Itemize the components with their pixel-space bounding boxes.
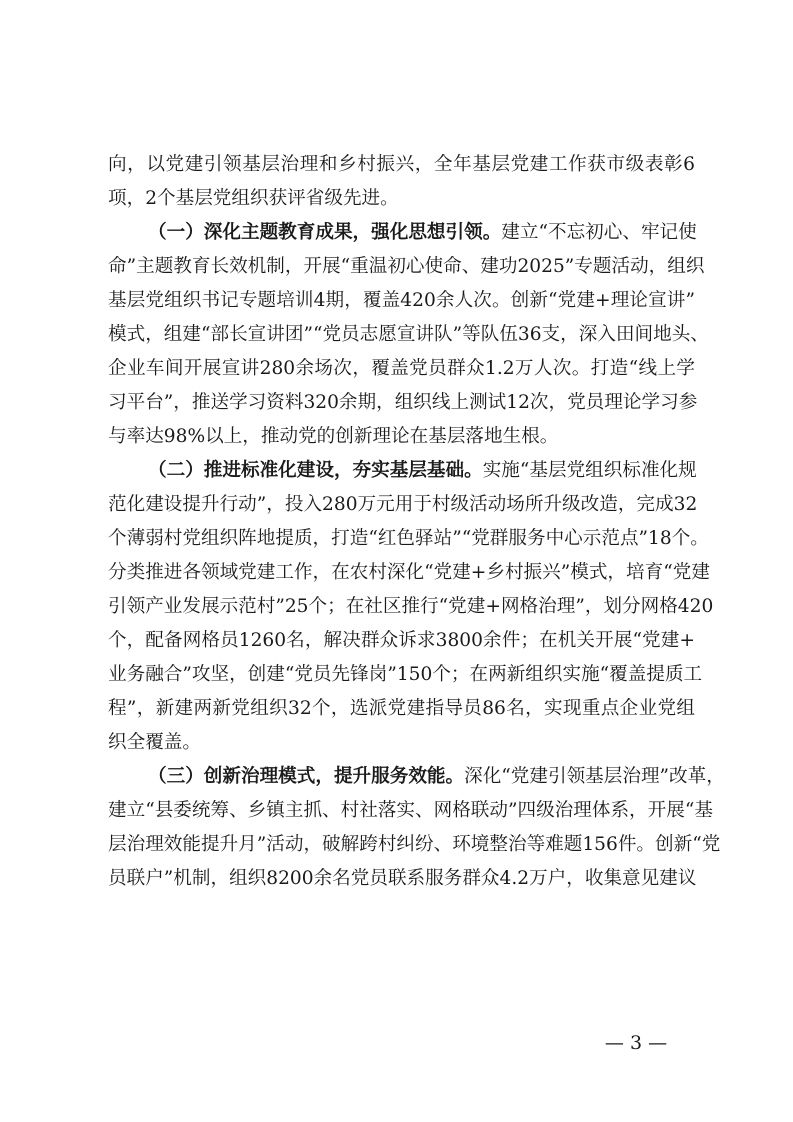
text-line: 命”主题教育长效机制，开展“重温初心使命、建功2025”专题活动，组织 — [108, 256, 705, 277]
section-heading-2: （二）推进标准化建设，夯实基层基础。 — [148, 460, 483, 481]
text-line: 层治理效能提升月”活动，破解跨村纠纷、环境整治等难题156件。创新“党 — [108, 834, 721, 855]
text-line: 个薄弱村党组织阵地提质，打造“红色驿站”“党群服务中心示范点”18个。 — [108, 528, 709, 549]
section-heading-3: （三）创新治理模式，提升服务效能。 — [148, 766, 465, 787]
document-body — [108, 148, 725, 896]
text-line: 基层党组织书记专题培训4期，覆盖420余人次。创新“党建+理论宣讲” — [108, 290, 695, 311]
text-line: 与率达98%以上，推动党的创新理论在基层落地生根。 — [108, 426, 559, 447]
text-line: 向，以党建引领基层治理和乡村振兴，全年基层党建工作获市级表彰6 — [108, 154, 695, 175]
text-line: 习平台”，推送学习资料320余期，组织线上测试12次，党员理论学习参 — [108, 392, 698, 413]
text-line: 企业车间开展宣讲280余场次，覆盖党员群众1.2万人次。打造“线上学 — [108, 358, 695, 379]
section-heading-line — [108, 216, 695, 250]
text-line: 范化建设提升行动”，投入280万元用于村级活动场所升级改造，完成32 — [108, 494, 698, 515]
section-heading-line — [108, 760, 725, 794]
text-line: 深化“党建引领基层治理”改革， — [464, 766, 725, 787]
text-line: 引领产业发展示范村”25个；在社区推行“党建+网格治理”，划分网格420 — [108, 596, 714, 617]
text-line: 业务融合”攻坚，创建“党员先锋岗”150个；在两新组织实施“覆盖提质工 — [108, 664, 703, 685]
text-line: 员联户”机制，组织8200余名党员联系服务群众4.2万户，收集意见建议 — [108, 868, 697, 889]
page-number: — 3 — — [604, 1032, 668, 1054]
text-line: 实施“基层党组织标准化规 — [482, 460, 697, 481]
text-line: 模式，组建“部长宣讲团”“党员志愿宣讲队”等队伍36支，深入田间地头、 — [108, 324, 709, 345]
text-line: 个，配备网格员1260名，解决群众诉求3800余件；在机关开展“党建+ — [108, 630, 695, 651]
section-heading-line — [108, 454, 695, 488]
text-line: 建立“县委统筹、乡镇主抓、村社落实、网格联动”四级治理体系，开展“基 — [108, 800, 713, 821]
text-line: 项，2个基层党组织获评省级先进。 — [108, 188, 399, 209]
text-line: 建立“不忘初心、牢记使 — [501, 222, 697, 243]
section-heading-1: （一）深化主题教育成果，强化思想引领。 — [148, 222, 502, 243]
text-line: 织全覆盖。 — [108, 732, 201, 753]
text-line: 程”，新建两新党组织32个，选派党建指导员86名，实现重点企业党组 — [108, 698, 695, 719]
text-line: 分类推进各领域党建工作，在农村深化“党建+乡村振兴”模式，培育“党建 — [108, 562, 710, 583]
